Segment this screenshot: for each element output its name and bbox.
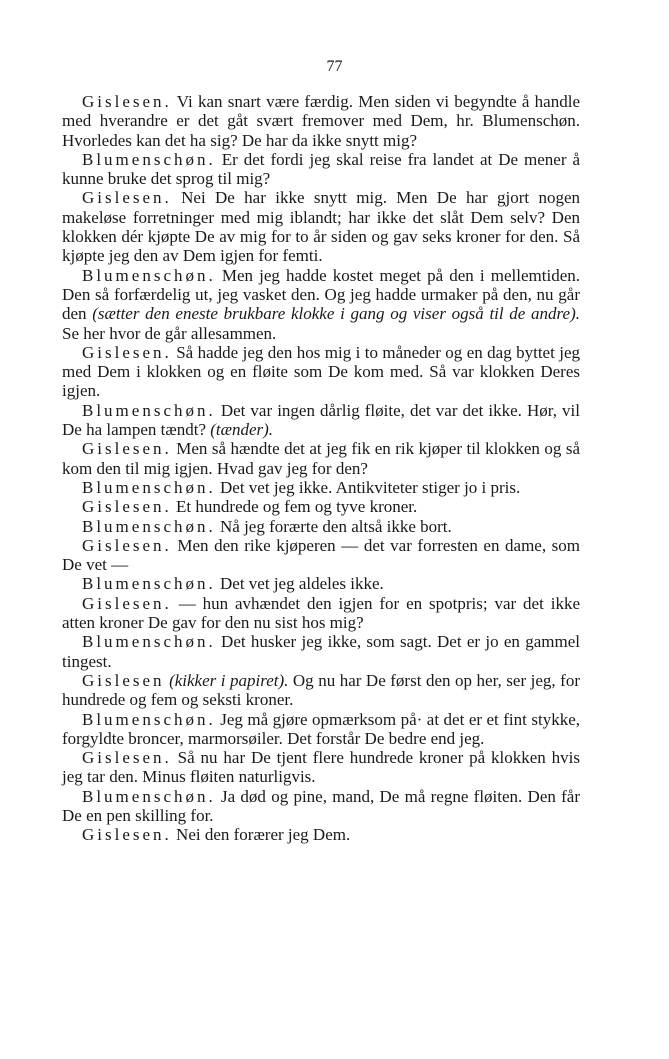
spoken-line: Det husker jeg ikke, som sagt. Det er jo en gammel tingest.	[62, 632, 580, 671]
dialogue-paragraph	[62, 343, 580, 401]
dialogue-paragraph	[62, 710, 580, 749]
speaker-name: Blumenschøn.	[82, 400, 216, 420]
dialogue-paragraph	[62, 536, 580, 575]
dialogue-paragraph	[62, 517, 580, 536]
speaker-name: Blumenschøn.	[82, 477, 216, 497]
dialogue-paragraph	[62, 150, 580, 189]
speaker-name: Gislesen.	[82, 825, 172, 845]
speaker-name: Gislesen.	[82, 748, 172, 768]
dialogue-paragraph	[62, 787, 580, 826]
spoken-line: Er det fordi jeg skal reise fra landet at De mener å kunne bruke det sprog til mig?	[62, 149, 580, 189]
spoken-line: Det vet jeg ikke. Antikviteter stiger jo i pris.	[215, 477, 521, 497]
spoken-line: Og nu har De først den op her, ser jeg, for hundrede og fem og seksti kroner.	[62, 670, 581, 710]
dialogue-paragraph	[62, 671, 580, 710]
spoken-line: Nei den forærer jeg Dem.	[171, 825, 351, 845]
spoken-line: Vi kan snart være færdig. Men siden vi begyndte å handle med hverandre er det gåt svært fremover med Dem, hr. Blumenschøn. Hvorledes kan det ha sig? De har da ikke snytt mig?	[62, 92, 580, 150]
stage-direction: (kikker i papiret).	[169, 670, 289, 690]
spoken-line: Det var ingen dårlig fløite, det var det ikke. Hør, vil De ha lampen tændt?	[62, 400, 580, 440]
speaker-name: Gislesen.	[82, 188, 172, 208]
speaker-name: Blumenschøn.	[82, 516, 216, 536]
speaker-name: Blumenschøn.	[82, 265, 216, 285]
dialogue-paragraph	[62, 594, 580, 633]
dialogue-paragraph	[62, 401, 580, 440]
speaker-name: Blumenschøn.	[82, 574, 216, 594]
spoken-line: Så hadde jeg den hos mig i to måneder og en dag byttet jeg med Dem i klokken og en fløite som De kom med. Så var klokken Deres igjen.	[62, 342, 580, 401]
speaker-name: Gislesen.	[82, 439, 172, 459]
spoken-line: Det vet jeg aldeles ikke.	[215, 574, 384, 594]
speaker-name: Gislesen.	[82, 535, 172, 555]
spoken-line: Men så hændte det at jeg fik en rik kjøper til klokken og så kom den til mig igjen. Hvad gav jeg for den?	[62, 439, 580, 478]
speaker-name: Gislesen.	[82, 342, 172, 362]
speaker-name: Blumenschøn.	[82, 709, 216, 729]
speaker-name: Blumenschøn.	[82, 149, 216, 169]
spoken-line: Se her hvor de går allesammen.	[62, 323, 277, 343]
spoken-line: Så nu har De tjent flere hundrede kroner på klokken hvis jeg tar den. Minus fløiten naturligvis.	[62, 748, 580, 787]
dialogue-paragraph	[62, 497, 580, 516]
spoken-line: Ja død og pine, mand, De må regne fløiten. Den får De en pen skilling for.	[62, 786, 580, 825]
dialogue-paragraph	[62, 825, 580, 844]
speaker-name: Gislesen	[82, 670, 165, 690]
speaker-name: Blumenschøn.	[82, 632, 216, 652]
spoken-line: Nå jeg forærte den altså ikke bort.	[215, 516, 452, 536]
dialogue-paragraph	[62, 92, 580, 150]
spoken-line: Nei De har ikke snytt mig. Men De har gjort nogen makeløse forretninger med mig iblandt; har ikke det slåt Dem selv? Den klokken dér kjøpte De av mig for to år siden og gav seks kroner for den. Så kjøpte jeg den av Dem igjen for femti.	[62, 188, 580, 266]
spoken-line: Et hundrede og fem og tyve kroner.	[171, 497, 418, 517]
dialogue-paragraph	[62, 439, 580, 478]
dialogue-paragraph	[62, 478, 580, 497]
page-number: 77	[326, 58, 343, 75]
dialogue-paragraph	[62, 632, 580, 671]
dialogue-paragraph	[62, 574, 580, 593]
speaker-name: Blumenschøn.	[82, 786, 216, 806]
speaker-name: Gislesen.	[82, 92, 172, 111]
stage-direction: (sætter den eneste brukbare klokke i gang og viser også til de andre).	[92, 304, 580, 324]
spoken-line: Men den rike kjøperen — det var forresten en dame, som De vet —	[62, 535, 580, 575]
spoken-line: — hun avhændet den igjen for en spotpris; var det ikke atten kroner De gav for den nu sist hos mig?	[62, 593, 580, 633]
speaker-name: Gislesen.	[82, 497, 172, 517]
dialogue-paragraph	[62, 748, 580, 787]
dialogue-text	[62, 92, 580, 845]
speaker-name: Gislesen.	[82, 593, 172, 613]
spoken-line: Jeg må gjøre opmærksom på· at det er et fint stykke, forgyldte broncer, marmorsøiler. Det forstår De bedre end jeg.	[62, 709, 580, 748]
dialogue-paragraph	[62, 266, 580, 343]
spoken-line: Men jeg hadde kostet meget på den i mellemtiden. Den så forfærdelig ut, jeg vasket den. Og jeg hadde urmaker på den, nu går den	[62, 265, 580, 324]
dialogue-paragraph	[62, 188, 580, 265]
stage-direction: (tænder).	[210, 420, 274, 440]
